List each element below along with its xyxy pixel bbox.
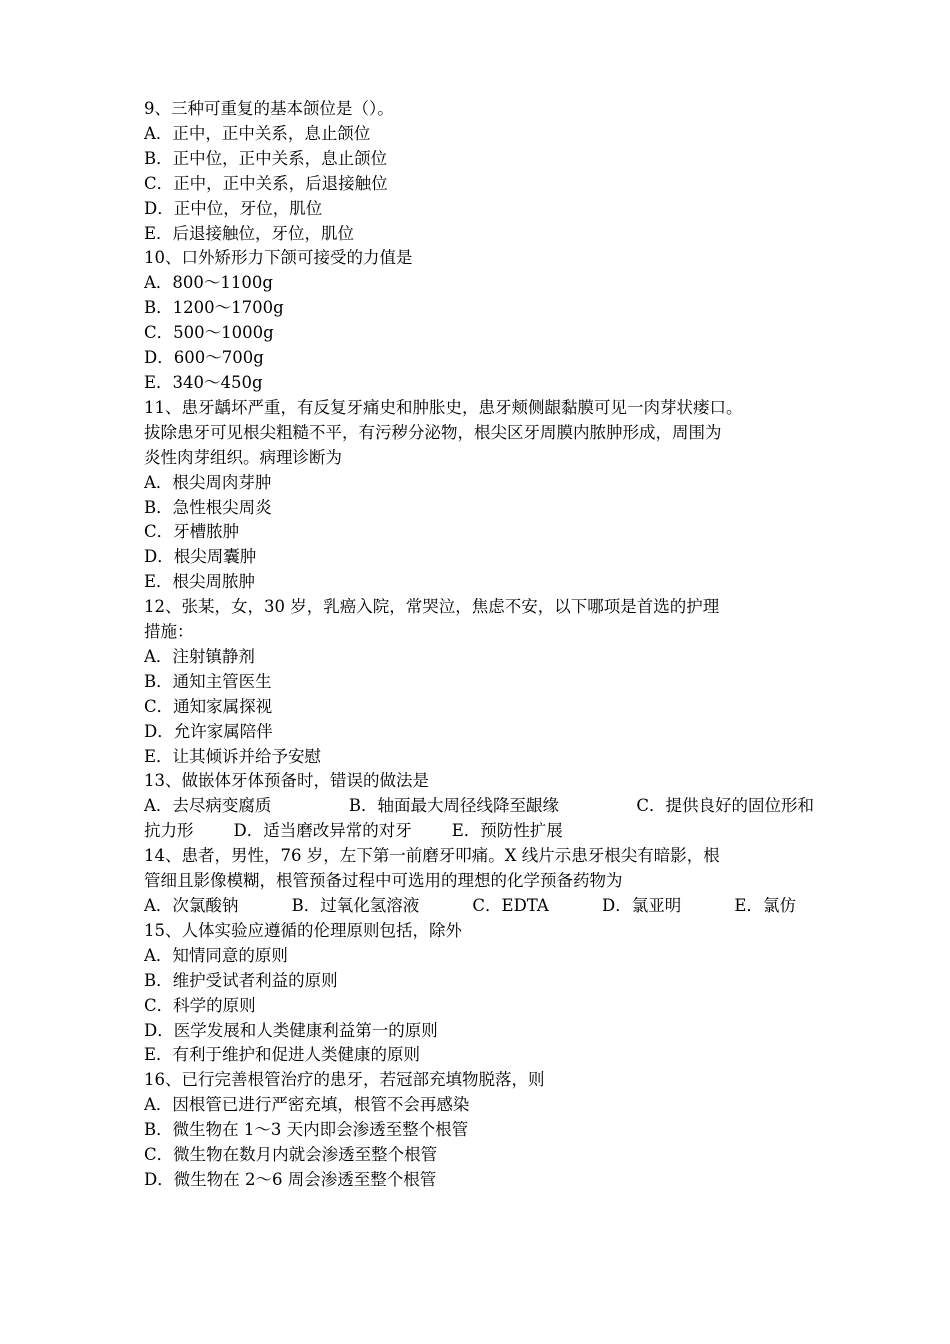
question-15-stem: 15、人体实验应遵循的伦理原则包括，除外 — [144, 920, 462, 940]
question-10-option-c: C．500～1000g — [144, 323, 274, 343]
question-16-option-d: D．微生物在 2～6 周会渗透至整个根管 — [144, 1169, 437, 1189]
question-13-option-a: A．去尽病变腐质 — [144, 796, 272, 816]
question-12-stem-line-1: 12、张某，女，30 岁，乳癌入院，常哭泣，焦虑不安，以下哪项是首选的护理 — [144, 597, 720, 617]
question-13-option-c-continued: 抗力形 — [144, 821, 194, 841]
question-14-option-b: B．过氧化氢溶液 — [291, 896, 420, 915]
question-9-stem: 9、三种可重复的基本颌位是（）。 — [144, 99, 394, 118]
question-14-option-c: C．EDTA — [472, 896, 549, 915]
question-11-option-d: D．根尖周囊肿 — [144, 547, 257, 567]
question-12-option-b: B．通知主管医生 — [144, 671, 272, 691]
question-10-stem: 10、口外矫形力下颌可接受的力值是 — [144, 248, 413, 268]
question-16-option-a: A．因根管已进行严密充填，根管不会再感染 — [144, 1095, 470, 1115]
question-13-options-line-2 — [144, 819, 814, 844]
question-14-option-e: E．氯仿 — [734, 896, 796, 915]
question-14-option-d: D．氯亚明 — [602, 896, 682, 915]
question-14-stem-line-2: 管细且影像模糊，根管预备过程中可选用的理想的化学预备药物为 — [144, 871, 623, 891]
question-13-option-e: E．预防性扩展 — [451, 821, 563, 841]
question-16-option-b: B．微生物在 1～3 天内即会渗透至整个根管 — [144, 1120, 469, 1140]
question-15-option-d: D．医学发展和人类健康利益第一的原则 — [144, 1020, 438, 1040]
question-11-option-b: B．急性根尖周炎 — [144, 497, 272, 517]
question-14-option-a: A．次氯酸钠 — [144, 896, 239, 915]
question-11-option-a: A．根尖周肉芽肿 — [144, 472, 272, 492]
question-11-stem-line-2: 拔除患牙可见根尖粗糙不平，有污秽分泌物，根尖区牙周膜内脓肿形成，周围为 — [144, 422, 722, 442]
question-11-option-e: E．根尖周脓肿 — [144, 572, 256, 592]
question-10-option-d: D．600～700g — [144, 348, 264, 368]
question-12-option-a: A．注射镇静剂 — [144, 646, 255, 666]
question-12-stem-line-2: 措施： — [144, 622, 194, 642]
question-15-option-e: E．有利于维护和促进人类健康的原则 — [144, 1045, 421, 1065]
question-15-option-c: C．科学的原则 — [144, 995, 256, 1015]
question-13-option-b: B．轴面最大周径线降至龈缘 — [348, 796, 559, 816]
question-10-option-b: B．1200～1700g — [144, 298, 284, 318]
question-16-stem: 16、已行完善根管治疗的患牙，若冠部充填物脱落，则 — [144, 1070, 545, 1090]
question-13-stem: 13、做嵌体牙体预备时，错误的做法是 — [144, 771, 429, 791]
question-10-option-e: E．340～450g — [144, 372, 263, 392]
question-12-option-c: C．通知家属探视 — [144, 696, 273, 716]
question-15-option-b: B．维护受试者利益的原则 — [144, 970, 338, 990]
question-9-option-b: B．正中位，正中关系，息止颌位 — [144, 148, 388, 168]
question-12-option-e: E．让其倾诉并给予安慰 — [144, 746, 322, 766]
question-13-option-d: D．适当磨改异常的对牙 — [233, 821, 412, 841]
question-9-option-e: E．后退接触位，牙位，肌位 — [144, 223, 355, 243]
question-9-option-c: C．正中，正中关系，后退接触位 — [144, 173, 388, 193]
question-10-option-a: A．800～1100g — [144, 273, 273, 293]
question-11-option-c: C．牙槽脓肿 — [144, 522, 240, 542]
question-11-stem-line-1: 11、患牙龋坏严重，有反复牙痛史和肿胀史，患牙颊侧龈黏膜可见一肉芽状瘘口。 — [144, 397, 743, 417]
question-15-option-a: A．知情同意的原则 — [144, 945, 288, 965]
question-14-stem-line-1: 14、患者，男性，76 岁，左下第一前磨牙叩痛。X 线片示患牙根尖有暗影，根 — [144, 846, 720, 866]
question-13-option-c: C．提供良好的固位形和 — [636, 796, 814, 816]
question-16-option-c: C．微生物在数月内就会渗透至整个根管 — [144, 1145, 438, 1165]
question-13-options-line-1 — [144, 794, 814, 819]
question-12-option-d: D．允许家属陪伴 — [144, 721, 273, 741]
question-9-option-d: D．正中位，牙位，肌位 — [144, 198, 323, 218]
question-11-stem-line-3: 炎性肉芽组织。病理诊断为 — [144, 447, 342, 467]
question-9-option-a: A．正中，正中关系，息止颌位 — [144, 123, 371, 143]
document-page — [144, 97, 814, 1193]
question-14-options-line — [144, 894, 796, 919]
